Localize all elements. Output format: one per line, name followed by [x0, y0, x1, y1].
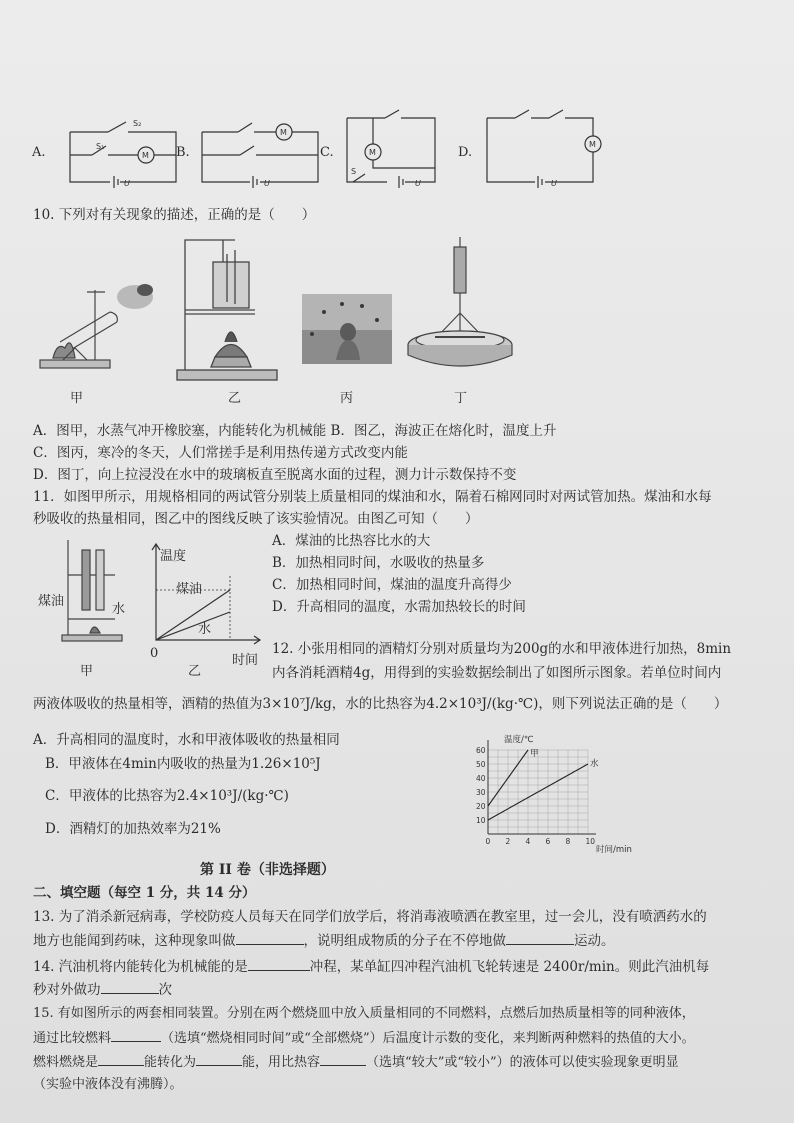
q12-option-d: D．酒精灯的加热效率为21%: [45, 821, 221, 837]
q13-text-a: 地方也能闻到药味，这种现象叫做: [33, 933, 236, 949]
q10-option-d: D．图丁，向上拉浸没在水中的玻璃板直至脱离水面的过程，测力计示数保持不变: [33, 467, 517, 483]
y-tick-label: 20: [476, 802, 486, 811]
q11-option-c: C．加热相同时间，煤油的温度升高得少: [272, 577, 512, 593]
svg-text:M: M: [589, 140, 596, 149]
q15-blank-1[interactable]: [111, 1029, 161, 1042]
q9-option-c-label: C.: [320, 145, 334, 160]
q11-fig-jia-heating-setup: [60, 535, 130, 645]
q11-stem-line2: 秒吸收的热量相同，图乙中的图线反映了该实验情况。由图乙可知（ ）: [33, 511, 479, 527]
x-tick-label: 0: [485, 837, 491, 846]
q12-temperature-chart: [470, 730, 650, 858]
q11-graph-xlabel: 时间: [232, 653, 259, 668]
y-tick-label: 50: [476, 760, 486, 769]
x-tick-label: 6: [545, 837, 551, 846]
q11-option-b: B．加热相同时间，水吸收的热量多: [272, 555, 485, 571]
q15-text-e: 能，用比热容: [242, 1055, 321, 1070]
q9a-u-label: U: [124, 179, 130, 188]
y-tick-label: 10: [476, 816, 486, 825]
q10-fig-ding-glass-plate: [405, 237, 515, 377]
q9-option-d-label: D.: [458, 145, 473, 160]
svg-text:U: U: [415, 179, 421, 188]
y-tick-label: 40: [476, 774, 486, 783]
q10-stem: 10. 下列对有关现象的描述，正确的是（ ）: [33, 207, 316, 223]
q15-text-c: 燃料燃烧是: [33, 1055, 99, 1070]
q12-stem-line2: 内各消耗酒精4g，用得到的实验数据绘制出了如图所示图象。若单位时间内: [272, 665, 722, 681]
q15-text-a: 通过比较燃料: [33, 1031, 112, 1046]
q10-fig-yi-melting-setup: [175, 232, 285, 382]
q10-caption-yi: 乙: [228, 391, 242, 406]
q14-line1: [33, 958, 709, 976]
q14-blank-1[interactable]: [248, 958, 310, 971]
q11-graph-kerosene-label: 煤油: [176, 582, 203, 597]
q12-chart-xlabel: 时间/min: [596, 845, 632, 855]
q9-option-b-label: B.: [176, 145, 190, 160]
q10-option-c: C．图丙，寒冷的冬天，人们常搓手是利用热传递方式改变内能: [33, 445, 408, 461]
q11-fig-caption-yi: 乙: [188, 664, 202, 679]
q11-graph-ylabel: 温度: [160, 549, 187, 564]
q10-caption-bing: 丙: [340, 391, 354, 406]
q11-graph-origin: 0: [150, 646, 159, 661]
svg-text:M: M: [280, 128, 287, 137]
q9a-s2-label: S₂: [133, 119, 142, 128]
x-tick-label: 2: [505, 837, 511, 846]
q10-caption-ding: 丁: [454, 391, 468, 406]
q9-circuit-d: [475, 100, 630, 192]
q13-line1: 13. 为了消杀新冠病毒，学校防疫人员每天在同学们放学后，将消毒液喷洒在教室里，过一会儿，没有喷洒药水的: [33, 909, 707, 925]
y-tick-label: 30: [476, 788, 486, 797]
q14-text-d: 次: [158, 982, 172, 998]
q9-circuits: [30, 100, 630, 195]
q15-text-f: （选填“较大”或“较小”）的液体可以使实验现象更明显: [366, 1055, 679, 1070]
q15-text-b: （选填“燃烧相同时间”或“全部燃烧”）后温度计示数的变化，来判断两种燃料的热值的大小。: [161, 1031, 695, 1046]
q12-option-c: C．甲液体的比热容为2.4×10³J/(kg·℃): [45, 788, 289, 804]
q11-fig-label-kerosene: 煤油: [38, 594, 65, 609]
q15-blank-2[interactable]: [98, 1053, 144, 1066]
q10-option-ab: A．图甲，水蒸气冲开橡胶塞，内能转化为机械能 B．图乙，海波正在熔化时，温度上升: [33, 423, 557, 439]
svg-text:M: M: [369, 148, 376, 157]
q15-blank-3[interactable]: [196, 1053, 242, 1066]
x-tick-label: 8: [565, 837, 571, 846]
q10-figures: [30, 232, 530, 407]
q15-line1: 15. 有如图所示的两套相同装置。分别在两个燃烧皿中放入质量相同的不同燃料，点燃后加热质量相等的同种液体，: [33, 1006, 695, 1021]
q14-text-b: 冲程，某单缸四冲程汽油机飞轮转速是 2400r/min。则此汽油机每: [309, 959, 710, 975]
q11-graph-water-label: 水: [198, 622, 212, 637]
part2-title: 第 II 卷（非选择题）: [200, 862, 335, 878]
q13-blank-2[interactable]: [506, 932, 574, 945]
q9a-s1-label: S₁: [96, 142, 105, 151]
q9-circuit-c: [335, 100, 475, 192]
q11-option-a: A．煤油的比热容比水的大: [272, 533, 431, 549]
q13-blank-1[interactable]: [236, 932, 304, 945]
svg-text:U: U: [264, 179, 270, 188]
q13-line2: [33, 932, 615, 950]
q13-text-b: ，说明组成物质的分子在不停地做: [303, 933, 506, 949]
q14-line2: [33, 981, 172, 999]
q15-blank-4[interactable]: [320, 1053, 366, 1066]
q12-option-a: A．升高相同的温度时，水和甲液体吸收的热量相同: [33, 732, 340, 748]
q12-stem-line1: 12. 小张用相同的酒精灯分别对质量均为200g的水和甲液体进行加热，8min: [272, 641, 732, 657]
q10-fig-bing-rubbing-hands: [302, 294, 392, 364]
q10-caption-jia: 甲: [70, 391, 84, 406]
q11-fig-label-water: 水: [112, 602, 126, 617]
q9-option-a-label: A.: [32, 145, 46, 160]
q13-text-c: 运动。: [574, 933, 615, 949]
series-label-1: 水: [590, 759, 599, 769]
q12-chart-ticks: [476, 746, 595, 846]
q11-option-d: D．升高相同的温度，水需加热较长的时间: [272, 599, 526, 615]
svg-text:S: S: [351, 167, 357, 176]
part2-section-fill-in: 二、填空题（每空 1 分，共 14 分）: [33, 885, 256, 901]
q14-text-a: 14. 汽油机将内能转化为机械能的是: [33, 959, 248, 975]
q12-chart-series: [488, 749, 599, 820]
q9a-motor-label: M: [142, 151, 149, 160]
svg-text:U: U: [551, 179, 557, 188]
q15-line2: [33, 1029, 695, 1048]
y-tick-label: 60: [476, 746, 486, 755]
q12-chart-ylabel: 温度/℃: [504, 735, 534, 745]
series-label-0: 甲: [530, 749, 539, 759]
q15-text-d: 能转化为: [144, 1055, 197, 1070]
q14-blank-2[interactable]: [101, 981, 159, 994]
q10-fig-jia-steam-tube: [35, 272, 165, 372]
q11-stem-line1: 11．如图甲所示，用规格相同的两试管分别装上质量相同的煤油和水，隔着石棉网同时对两试管加热。煤油和水每: [33, 489, 712, 505]
q15-line4: （实验中液体没有沸腾）。: [33, 1077, 183, 1092]
q15-line3: [33, 1053, 679, 1072]
q11-fig-caption-jia: 甲: [80, 664, 94, 679]
q14-text-c: 秒对外做功: [33, 982, 101, 998]
q9-circuit-b: [190, 100, 330, 192]
q12-option-b: B．甲液体在4min内吸收的热量为1.26×10⁵J: [45, 756, 321, 772]
x-tick-label: 4: [525, 837, 531, 846]
q12-stem-line3: 两液体吸收的热量相等，酒精的热值为3×10⁷J/kg，水的比热容为4.2×10³J/(kg·℃)，则下列说法正确的是（ ）: [33, 696, 728, 712]
x-tick-label: 10: [585, 837, 596, 846]
